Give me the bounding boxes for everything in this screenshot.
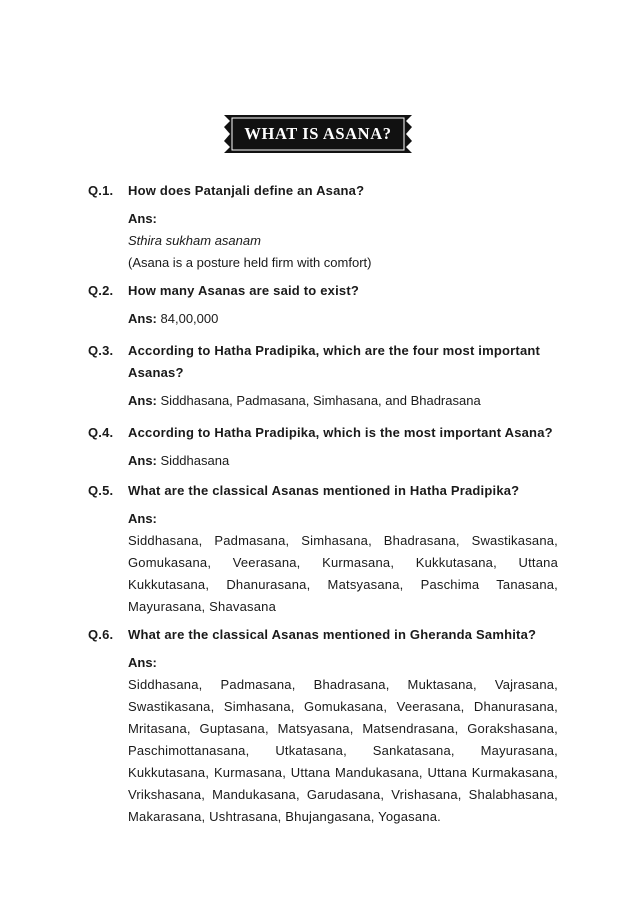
answer bbox=[128, 450, 558, 472]
question bbox=[88, 422, 558, 444]
qa-item-6 bbox=[88, 624, 558, 828]
question bbox=[88, 624, 558, 646]
question-number: Q.4. bbox=[88, 425, 114, 440]
answer-text: 84,00,000 bbox=[160, 311, 219, 326]
answer bbox=[128, 508, 558, 618]
answer bbox=[128, 390, 558, 412]
answer bbox=[128, 208, 558, 274]
question-number: Q.3. bbox=[88, 343, 114, 358]
answer-label: Ans: bbox=[128, 511, 157, 526]
question-text: According to Hatha Pradipika, which is the most important Asana? bbox=[128, 425, 553, 440]
answer-text: Siddhasana, Padmasana, Simhasana, Bhadrasana, Swastikasana, Gomukasana, Veerasana, Kurmasana, Kukkutasana, Uttana Kukkutasana, Dhanurasana, Matsyasana, Paschima Tanasana, Mayurasana, Shavasana bbox=[128, 533, 558, 614]
answer-text: Siddhasana, Padmasana, Simhasana, and Bhadrasana bbox=[160, 393, 481, 408]
question-number: Q.6. bbox=[88, 627, 114, 642]
answer-label: Ans: bbox=[128, 311, 157, 326]
question-text: What are the classical Asanas mentioned in Hatha Pradipika? bbox=[128, 483, 520, 498]
question-number: Q.5. bbox=[88, 483, 114, 498]
answer bbox=[128, 652, 558, 828]
title-banner bbox=[220, 112, 416, 156]
question bbox=[88, 280, 558, 302]
question-text: How many Asanas are said to exist? bbox=[128, 283, 360, 298]
page-title: WHAT IS ASANA? bbox=[244, 124, 392, 143]
answer-line: Sthira sukham asanam bbox=[128, 233, 261, 248]
question-number: Q.2. bbox=[88, 283, 114, 298]
qa-item-4 bbox=[88, 422, 558, 472]
answer bbox=[128, 308, 558, 330]
question-text: According to Hatha Pradipika, which are the four most important Asanas? bbox=[128, 343, 541, 380]
question-text: How does Patanjali define an Asana? bbox=[128, 183, 365, 198]
answer-label: Ans: bbox=[128, 655, 157, 670]
qa-item-3 bbox=[88, 340, 558, 412]
question-text: What are the classical Asanas mentioned in Gheranda Samhita? bbox=[128, 627, 537, 642]
answer-label: Ans: bbox=[128, 393, 157, 408]
question bbox=[88, 180, 558, 202]
qa-item-2 bbox=[88, 280, 558, 330]
answer-text: Siddhasana, Padmasana, Bhadrasana, Muktasana, Vajrasana, Swastikasana, Simhasana, Gomukasana, Veerasana, Dhanurasana, Mritasana, Guptasana, Matsyasana, Matsendrasana, Gorakshasana, Paschimottanasana, Utkatasana, Sankatasana, Mayurasana, Kukkutasana, Kurmasana, Uttana Mandukasana, Uttana Kurmakasana, Vrikshasana, Mandukasana, Garudasana, Vrishasana, Shalabhasana, Makarasana, Ushtrasana, Bhujangasana, Yogasana. bbox=[128, 677, 558, 824]
answer-label: Ans: bbox=[128, 453, 157, 468]
answer-text: Siddhasana bbox=[160, 453, 230, 468]
question bbox=[88, 480, 558, 502]
question bbox=[88, 340, 558, 384]
qa-item-1 bbox=[88, 180, 558, 274]
answer-line: (Asana is a posture held firm with comfort) bbox=[128, 255, 372, 270]
question-number: Q.1. bbox=[88, 183, 114, 198]
answer-label: Ans: bbox=[128, 211, 157, 226]
qa-item-5 bbox=[88, 480, 558, 618]
